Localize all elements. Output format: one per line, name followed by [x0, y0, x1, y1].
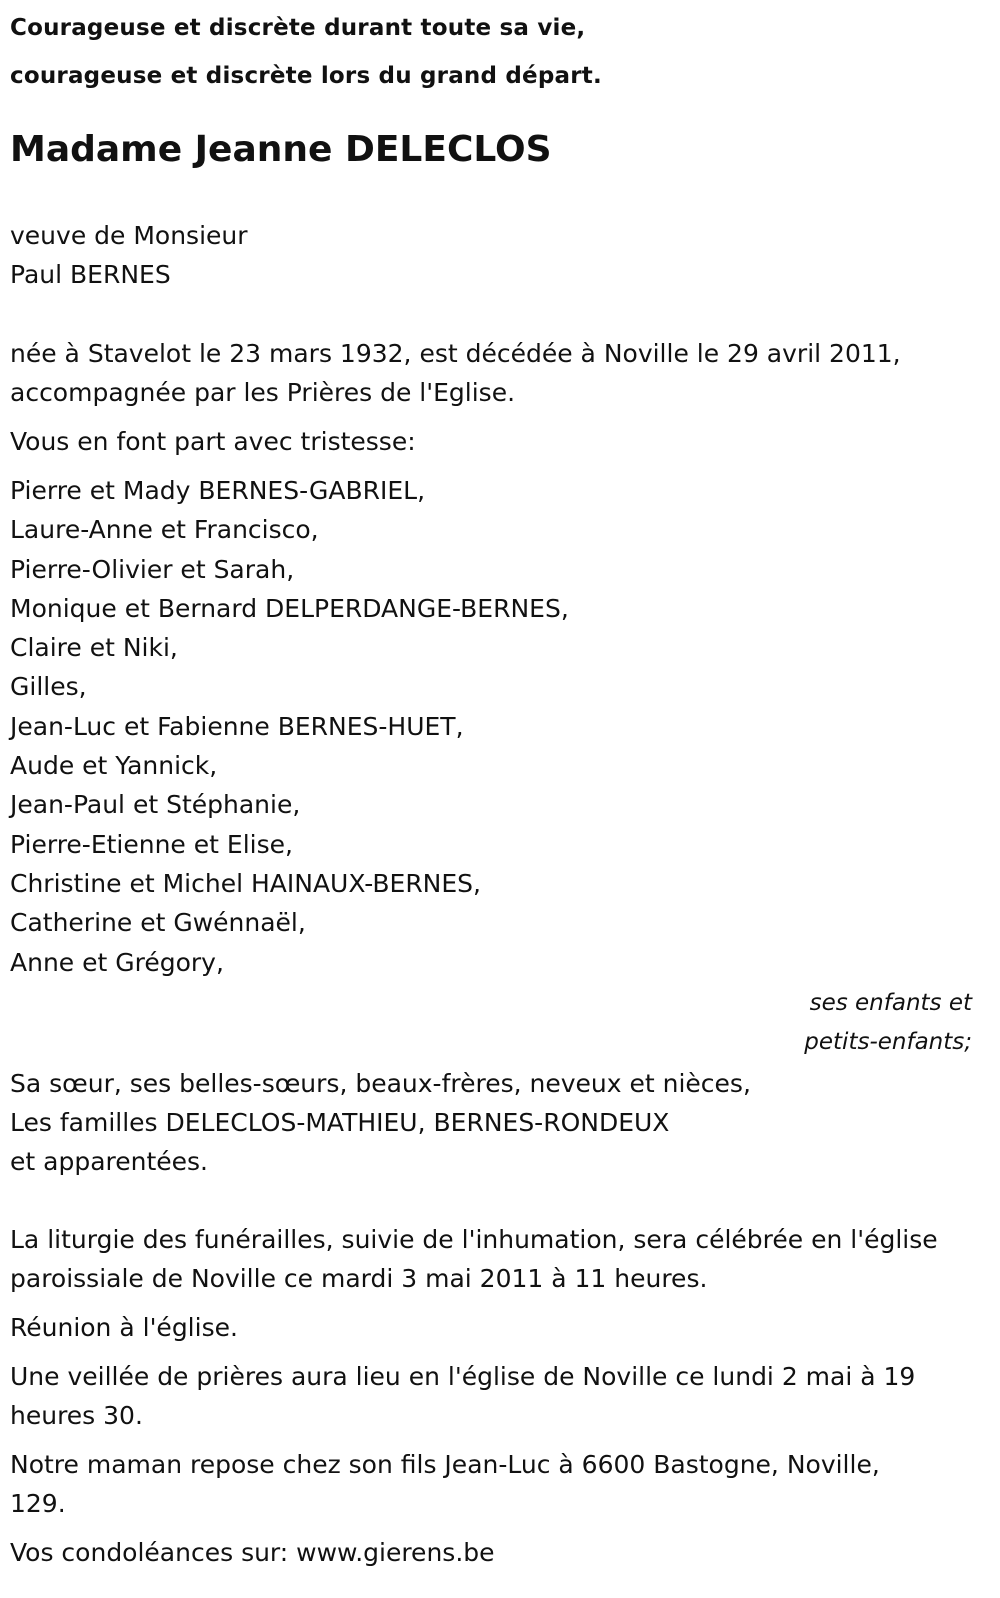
motto-line-1: Courageuse et discrète durant toute sa vie,	[10, 15, 586, 41]
family-member: Laure-Anne et Francisco,	[10, 515, 319, 545]
accompanied-line: accompagnée par les Prières de l'Eglise.	[10, 378, 516, 407]
family-member: Christine et Michel HAINAUX-BERNES,	[10, 868, 481, 898]
family-member: Monique et Bernard DELPERDANGE-BERNES,	[10, 593, 569, 623]
family-member: Aude et Yannick,	[10, 751, 218, 781]
family-list	[10, 471, 990, 982]
relation-line-2: petits-enfants;	[804, 1028, 972, 1055]
family-member: Pierre et Mady BERNES-GABRIEL,	[10, 476, 426, 505]
motto-line-2: courageuse et discrète lors du grand départ.	[10, 63, 602, 89]
other-relatives-line-1: Sa sœur, ses belles-sœurs, beaux-frères, neveux et nièces,	[10, 1068, 751, 1098]
vigil-line-2: heures 30.	[10, 1400, 143, 1430]
relation-note	[10, 984, 990, 1062]
widow-info	[10, 216, 990, 294]
relation-line-1: ses enfants et	[809, 989, 972, 1016]
funeral-details	[10, 1220, 990, 1572]
birth-death-line: née à Stavelot le 23 mars 1932, est décédée à Noville le 29 avril 2011,	[10, 339, 901, 368]
other-relatives-line-3: et apparentées.	[10, 1146, 208, 1176]
family-member: Anne et Grégory,	[10, 947, 224, 977]
birth-death-info	[10, 334, 990, 412]
family-member: Pierre-Olivier et Sarah,	[10, 554, 295, 584]
family-member: Gilles,	[10, 672, 87, 702]
meeting-info: Réunion à l'église.	[10, 1312, 238, 1342]
family-member: Catherine et Gwénnaël,	[10, 908, 306, 938]
family-member: Jean-Luc et Fabienne BERNES-HUET,	[10, 711, 464, 741]
vigil-line-1: Une veillée de prières aura lieu en l'église de Noville ce lundi 2 mai à 19	[10, 1361, 916, 1391]
widow-line-2: Paul BERNES	[10, 260, 171, 289]
family-member: Jean-Paul et Stéphanie,	[10, 790, 301, 820]
liturgy-line-1: La liturgie des funérailles, suivie de l'inhumation, sera célébrée en l'église	[10, 1224, 938, 1254]
widow-line-1: veuve de Monsieur	[10, 221, 248, 250]
rest-line-2: 129.	[10, 1488, 66, 1518]
other-relatives	[10, 1064, 990, 1181]
family-member: Pierre-Etienne et Elise,	[10, 829, 293, 859]
liturgy-line-2: paroissiale de Noville ce mardi 3 mai 2011 à 11 heures.	[10, 1263, 708, 1293]
other-relatives-line-2: Les familles DELECLOS-MATHIEU, BERNES-RONDEUX	[10, 1107, 670, 1137]
deceased-name: Madame Jeanne DELECLOS	[10, 129, 552, 170]
announcement: Vous en font part avec tristesse:	[10, 427, 416, 456]
rest-line-1: Notre maman repose chez son fils Jean-Luc à 6600 Bastogne, Noville,	[10, 1449, 880, 1479]
family-member: Claire et Niki,	[10, 633, 178, 663]
condolences-line: Vos condoléances sur: www.gierens.be	[10, 1537, 495, 1567]
